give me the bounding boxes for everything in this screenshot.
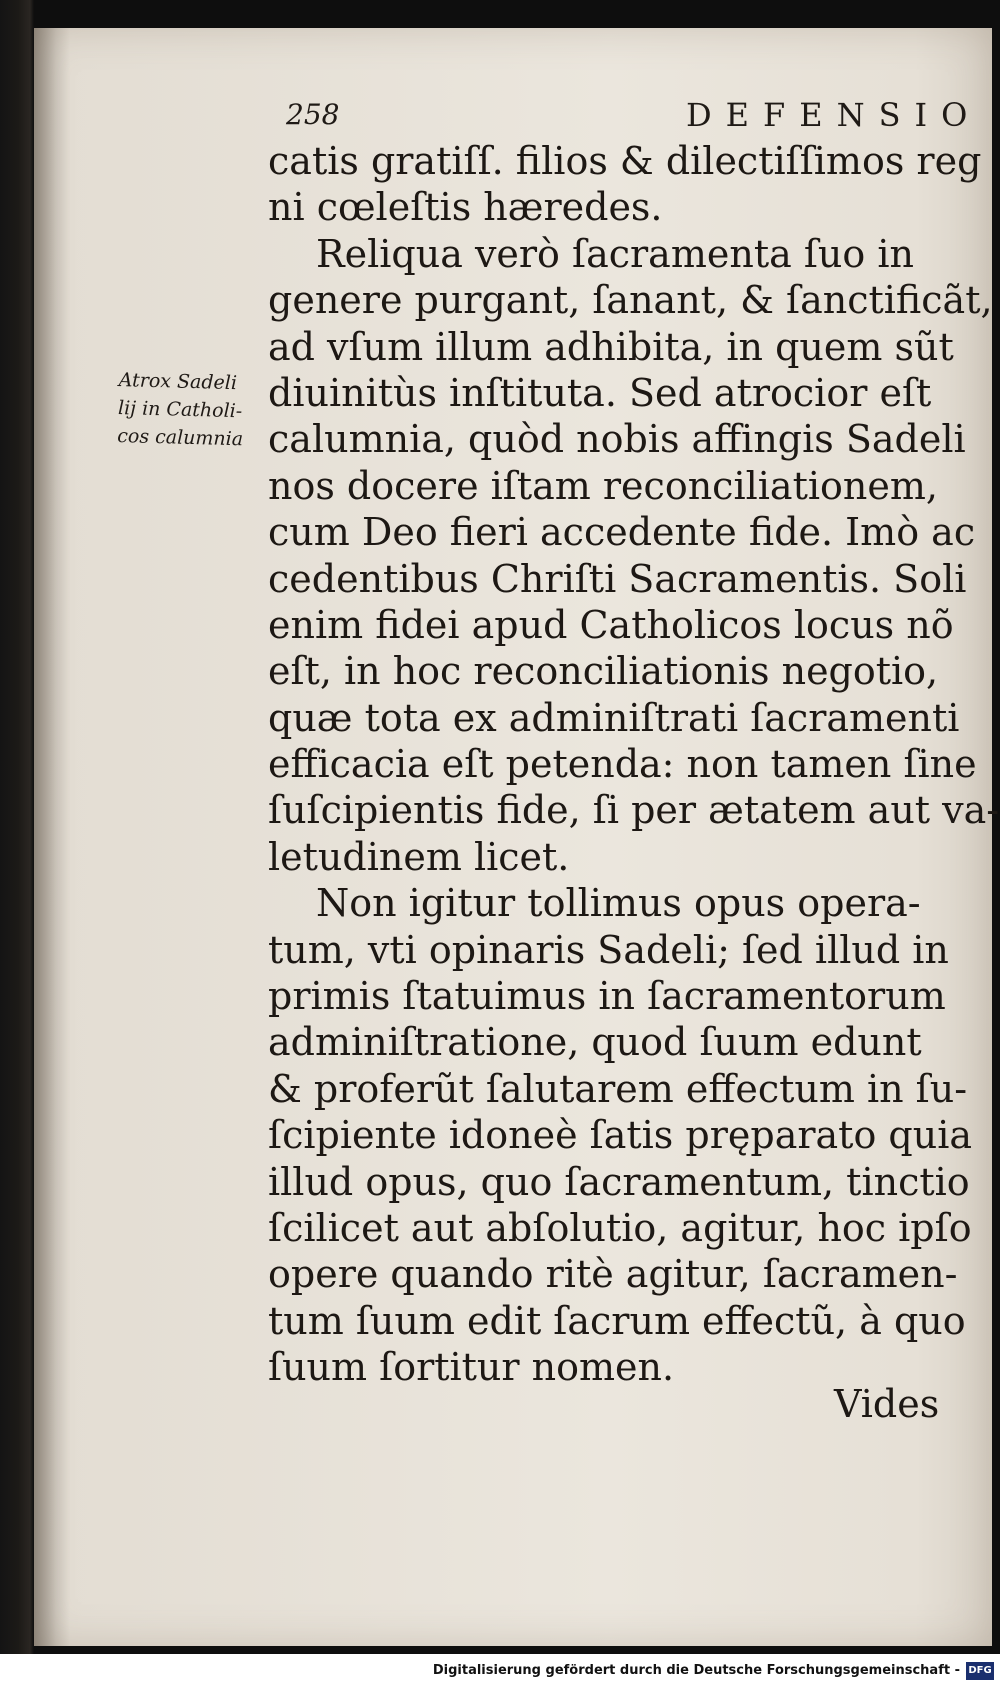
running-head: [250, 96, 982, 138]
text-line: catis gratiſſ. filios & dilectiſſimos reg: [268, 139, 982, 183]
catchword: Vides: [834, 1382, 940, 1426]
text-line: calumnia, quòd nobis affingis Sadeli: [268, 417, 966, 462]
text-line: Non igitur tollimus opus opera-: [316, 881, 921, 926]
text-line: ſcipiente idoneè ſatis pręparato quia: [268, 1113, 973, 1158]
text-line: letudinem licet.: [268, 834, 570, 879]
text-line: enim fidei apud Catholicos locus nõ: [268, 602, 954, 647]
footer-credit: Digitalisierung gefördert durch die Deutsche Forschungsgemeinschaft -: [432, 1663, 960, 1678]
text-line: primis ſtatuimus in ſacramentorum: [268, 974, 946, 1019]
running-head-title: DEFENSIO: [686, 96, 982, 134]
text-line: cum Deo fieri accedente fide. Imò ac: [268, 510, 976, 555]
text-line: cedentibus Chriſti Sacramentis. Soli: [268, 556, 967, 601]
text-line: tum, vti opinaris Sadeli; ſed illud in: [268, 927, 949, 972]
text-line: Reliqua verò ſacramenta ſuo in: [316, 231, 914, 276]
text-line: genere purgant, ſanant, & ſanctificãt,: [268, 278, 993, 323]
text-line: nos docere iſtam reconciliationem,: [268, 463, 938, 508]
text-line: diuinitùs inſtituta. Sed atrocior eſt: [268, 370, 932, 415]
digitization-footer: [0, 1654, 1000, 1689]
text-line: quæ tota ex adminiſtrati ſacramenti: [268, 695, 960, 740]
text-line: ſuſcipientis fide, ſi per ætatem aut va-: [268, 788, 1000, 833]
text-line: illud opus, quo ſacramentum, tinctio: [268, 1159, 970, 1204]
dfg-logo-icon: DFG: [966, 1662, 994, 1680]
text-line: opere quando ritè agitur, ſacramen-: [268, 1252, 958, 1297]
text-line: ſuum ſortitur nomen.: [268, 1345, 675, 1390]
text-line: tum ſuum edit ſacrum effectũ, à quo: [268, 1298, 966, 1343]
text-line: ad vſum illum adhibita, in quem sũt: [268, 324, 954, 369]
marginal-note: [117, 366, 269, 454]
page-number: 258: [286, 98, 340, 131]
text-line: & proferũt ſalutarem effectum in ſu-: [268, 1066, 968, 1111]
text-line: eſt, in hoc reconciliationis negotio,: [268, 649, 939, 694]
text-line: ni cœleſtis hæredes.: [268, 185, 663, 230]
text-line: ſcilicet aut abſolutio, agitur, hoc ipſo: [268, 1205, 972, 1250]
marginal-note-line: cos calumnia: [117, 425, 244, 451]
gutter-shadow: [34, 28, 70, 1646]
text-line: efficacia eſt petenda: non tamen ſine: [268, 742, 977, 787]
body-text: [268, 138, 1000, 1391]
marginal-note-line: lij in Catholi-: [117, 397, 243, 423]
text-line: adminiſtratione, quod ſuum edunt: [268, 1020, 922, 1065]
marginal-note-line: Atrox Sadeli: [118, 369, 238, 395]
